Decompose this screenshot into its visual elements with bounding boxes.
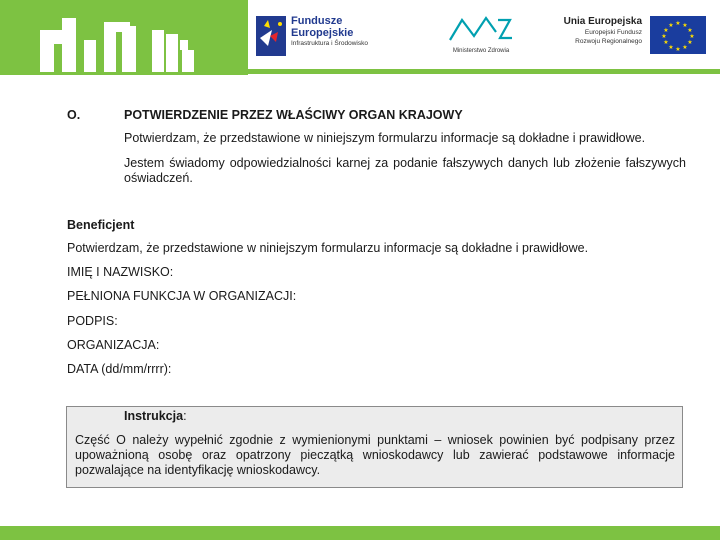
svg-text:★: ★ [682, 44, 688, 51]
ue-sub-1: Europejski Fundusz [584, 29, 642, 36]
footer-green-bar [0, 526, 720, 540]
ue-title: Unia Europejska [563, 16, 642, 27]
svg-text:★: ★ [668, 44, 674, 51]
field-organization: ORGANIZACJA: [67, 338, 160, 352]
beneficiary-heading: Beneficjent [67, 218, 135, 232]
svg-text:★: ★ [687, 39, 693, 46]
svg-text:★: ★ [661, 33, 667, 40]
svg-text:★: ★ [689, 33, 695, 40]
section-letter: O. [67, 108, 81, 122]
mz-caption: Ministerstwo Zdrowia [452, 48, 510, 54]
svg-text:★: ★ [675, 20, 681, 27]
field-name: IMIĘ I NAZWISKO: [67, 265, 174, 279]
beneficiary-confirmation: Potwierdzam, że przedstawione w niniejszym formularzu informacje są dokładne i prawidłowe. [67, 241, 589, 255]
instruction-title [124, 409, 187, 423]
fe-subtitle: Infrastruktura i Środowisko [291, 40, 368, 48]
authority-confirmation: Potwierdzam, że przedstawione w niniejszym formularzu informacje są dokładne i prawidłowe. [124, 131, 646, 145]
responsibility-statement: Jestem świadomy odpowiedzialności karnej za podanie fałszywych danych lub złożenie fałszywych oświadczeń. [124, 156, 686, 185]
svg-text:★: ★ [663, 27, 669, 34]
instruction-label: Instrukcja [124, 409, 184, 423]
svg-text:★: ★ [675, 46, 681, 53]
svg-text:★: ★ [682, 22, 688, 29]
field-signature: PODPIS: [67, 314, 118, 328]
section-title: POTWIERDZENIE PRZEZ WŁAŚCIWY ORGAN KRAJOWY [124, 108, 463, 122]
fe-title-2: Europejskie [291, 26, 354, 39]
svg-text:★: ★ [668, 22, 674, 29]
instruction-box [66, 406, 683, 488]
svg-text:★: ★ [663, 39, 669, 46]
instruction-text: Część O należy wypełnić zgodnie z wymienionymi punktami – wniosek powinien być podpisany przez upoważnioną osobę oraz opatrzony pieczątką wnioskodawcy lub zawierać podstawowe informacje pozwalające na identyfikację wnioskodawcy. [75, 433, 675, 477]
ue-sub-2: Rozwoju Regionalnego [575, 38, 642, 46]
field-date: DATA (dd/mm/rrrr): [67, 362, 172, 376]
svg-text:★: ★ [687, 27, 693, 34]
instruction-colon: : [183, 409, 187, 423]
field-function: PEŁNIONA FUNKCJA W ORGANIZACJI: [67, 289, 297, 303]
fe-title-1: Fundusze [291, 15, 343, 27]
